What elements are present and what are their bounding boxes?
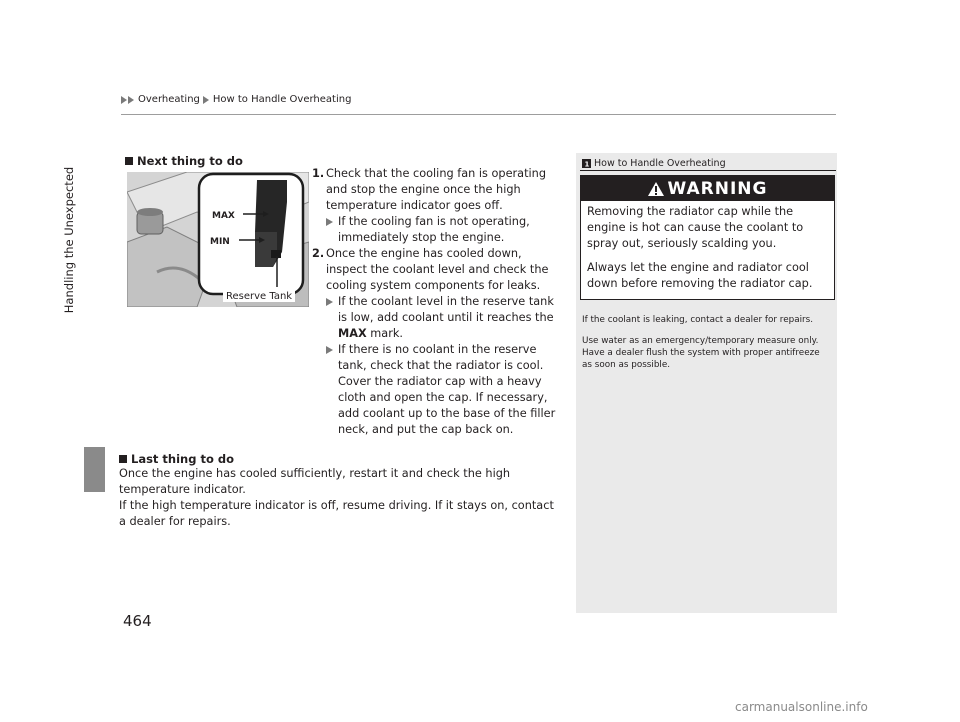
- section-side-label-text: Handling the Unexpected: [62, 166, 76, 314]
- breadcrumb-arrow-icon: [121, 96, 127, 104]
- warning-label: WARNING: [667, 178, 768, 199]
- watermark[interactable]: carmanualsonline.info: [735, 700, 868, 714]
- last-thing-body: [119, 466, 564, 530]
- breadcrumb-separator-icon: [203, 96, 209, 104]
- step-1-substep: [312, 214, 562, 246]
- substep-arrow-icon: [326, 346, 333, 354]
- reserve-tank-figure: [127, 172, 309, 307]
- warning-header: [581, 176, 834, 201]
- figure-label-max: MAX: [212, 211, 235, 221]
- step-2-text: Once the engine has cooled down, inspect the coolant level and check the cooling system components for leaks.: [326, 247, 549, 292]
- figure-label-reserve-tank: Reserve Tank: [226, 291, 293, 302]
- side-note-2: Use water as an emergency/temporary measure only. Have a dealer flush the system with proper antifreeze as soon as possible.: [582, 336, 820, 370]
- last-thing-heading: [119, 452, 234, 466]
- step-2-substep-2-text: If there is no coolant in the reserve tank, check that the radiator is cool. Cover the radiator cap with a heavy cloth and open the cap. If necessary, add coolant up to the base of the filler neck, and put the cap back on.: [338, 343, 556, 436]
- section-side-label: [61, 100, 77, 380]
- side-note-title-text: How to Handle Overheating: [594, 158, 726, 169]
- section-tab-marker: [84, 447, 105, 492]
- warning-triangle-icon: [648, 182, 664, 196]
- step-2-substep-1: [312, 294, 562, 342]
- square-bullet-icon: [119, 455, 127, 463]
- svg-text:1: 1: [584, 160, 590, 168]
- square-bullet-icon: [125, 157, 133, 165]
- step-2: [312, 246, 562, 294]
- breadcrumb-item-how-to-handle[interactable]: How to Handle Overheating: [212, 94, 352, 105]
- next-thing-heading: [125, 154, 243, 168]
- next-thing-steps: [312, 166, 562, 438]
- step-1: [312, 166, 562, 214]
- header-rule: [121, 114, 836, 115]
- breadcrumb-arrow-icon: [128, 96, 134, 104]
- step-1-substep-text: If the cooling fan is not operating, immediately stop the engine.: [338, 215, 530, 244]
- side-notes: [582, 314, 832, 380]
- warning-paragraph-1: Removing the radiator cap while the engine is hot can cause the coolant to spray out, seriously scalding you.: [587, 205, 804, 250]
- warning-paragraph-2: Always let the engine and radiator cool down before removing the radiator cap.: [587, 261, 813, 290]
- warning-box: [580, 175, 835, 300]
- last-thing-paragraph-1: Once the engine has cooled sufficiently, restart it and check the high temperature indicator.: [119, 467, 511, 496]
- step-2-substep-1-max: MAX: [338, 327, 367, 340]
- step-2-number: 2.: [312, 247, 325, 260]
- note-number-icon: [582, 159, 591, 168]
- next-thing-heading-text: Next thing to do: [137, 154, 243, 168]
- last-thing-paragraph-2: If the high temperature indicator is off, resume driving. If it stays on, contact a dealer for repairs.: [119, 499, 554, 528]
- step-2-substep-1-text-b: mark.: [366, 327, 403, 340]
- side-note-rule: [580, 170, 836, 171]
- step-1-number: 1.: [312, 167, 325, 180]
- figure-label-min: MIN: [210, 237, 230, 247]
- step-2-substep-1-text-a: If the coolant level in the reserve tank is low, add coolant until it reaches the: [338, 295, 554, 324]
- substep-arrow-icon: [326, 298, 333, 306]
- step-1-text: Check that the cooling fan is operating and stop the engine once the high temperature indicator goes off.: [326, 167, 547, 212]
- side-note-title: [582, 158, 726, 169]
- engine-bay-illustration: [127, 172, 309, 307]
- breadcrumb-item-overheating[interactable]: Overheating: [138, 94, 200, 105]
- side-note-1: If the coolant is leaking, contact a dealer for repairs.: [582, 315, 814, 325]
- page-number: 464: [123, 612, 152, 630]
- last-thing-heading-text: Last thing to do: [131, 452, 235, 466]
- step-2-substep-2: [312, 342, 562, 438]
- breadcrumb: [121, 94, 351, 105]
- substep-arrow-icon: [326, 218, 333, 226]
- warning-body: [587, 204, 831, 300]
